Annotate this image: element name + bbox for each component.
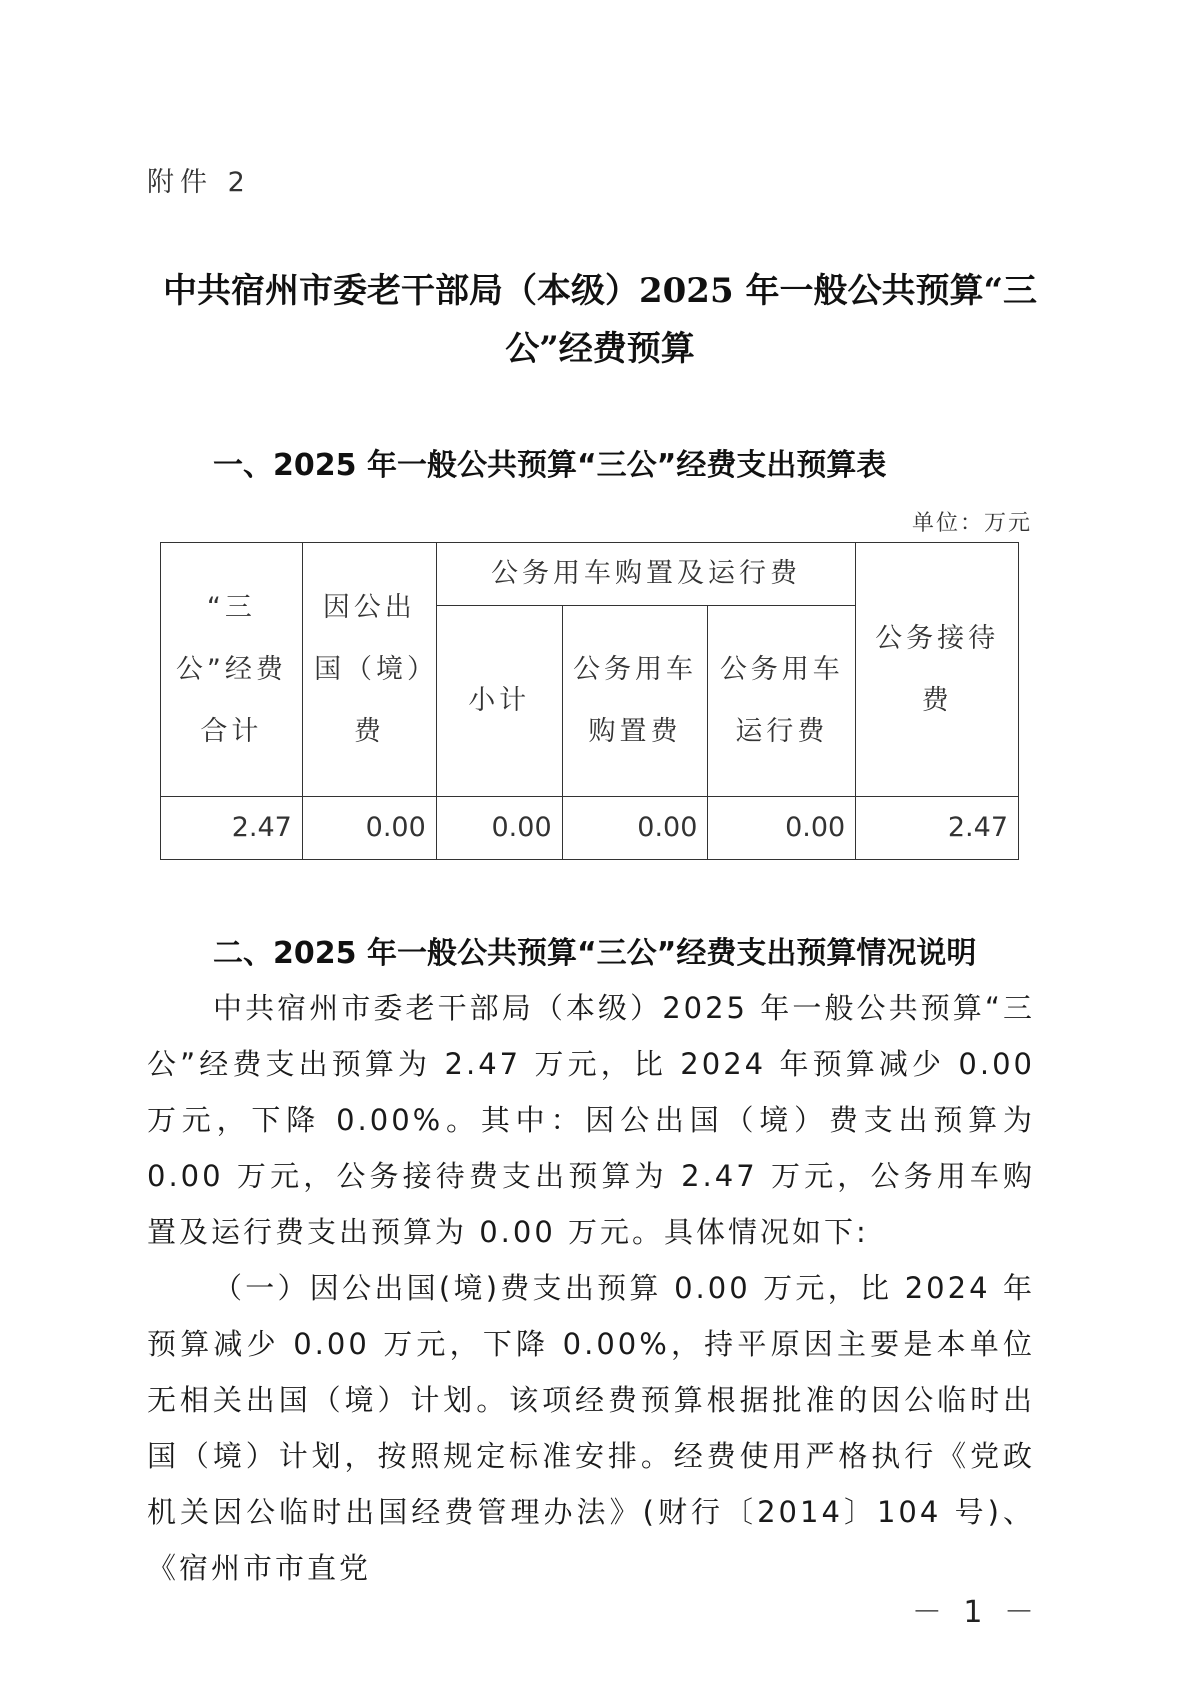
header-vehicle-group: 公务用车购置及运行费 (436, 543, 855, 606)
header-vehicle-operation: 公务用车运行费 (708, 606, 856, 797)
value-vehicle-operation: 0.00 (708, 797, 856, 860)
value-reception: 2.47 (856, 797, 1019, 860)
header-reception: 公务接待费 (856, 543, 1019, 797)
three-public-budget-table (160, 542, 1019, 860)
unit-label: 单位：万元 (911, 511, 1032, 536)
header-abroad: 因公出国（境）费 (302, 543, 436, 797)
attachment-label: 附件 2 (147, 167, 251, 198)
section2-heading: 二、2025 年一般公共预算“三公”经费支出预算情况说明 (213, 936, 977, 971)
value-vehicle-subtotal: 0.00 (436, 797, 562, 860)
section1-heading: 一、2025 年一般公共预算“三公”经费支出预算表 (213, 448, 887, 483)
page-title: 中共宿州市委老干部局（本级）2025 年一般公共预算“三公”经费预算 (162, 271, 1038, 369)
header-vehicle-purchase: 公务用车购置费 (562, 606, 708, 797)
page-number: － 1 － (911, 1595, 1040, 1630)
value-total: 2.47 (161, 797, 303, 860)
value-abroad: 0.00 (302, 797, 436, 860)
paragraph-summary: 中共宿州市委老干部局（本级）2025 年一般公共预算“三公”经费支出预算为 2.47 万元，比 2024 年预算减少 0.00 万元，下降 0.00%。其中：因公出国（境）费支出预算为 0.00 万元，公务接待费支出预算为 2.47 万元，公务用车购置及运行费支出预算为 0.00 万元。具体情况如下: (147, 991, 1035, 1249)
value-vehicle-purchase: 0.00 (562, 797, 708, 860)
header-total: “三公”经费合计 (161, 543, 303, 797)
header-vehicle-subtotal: 小计 (436, 606, 562, 797)
paragraph-abroad: （一）因公出国(境)费支出预算 0.00 万元，比 2024 年预算减少 0.00 万元，下降 0.00%，持平原因主要是本单位无相关出国（境）计划。该项经费预算根据批准的因公临时出国（境）计划，按照规定标准安排。经费使用严格执行《党政机关因公临时出国经费管理办法》(财行〔2014〕104 号)、《宿州市市直党 (147, 1271, 1035, 1585)
